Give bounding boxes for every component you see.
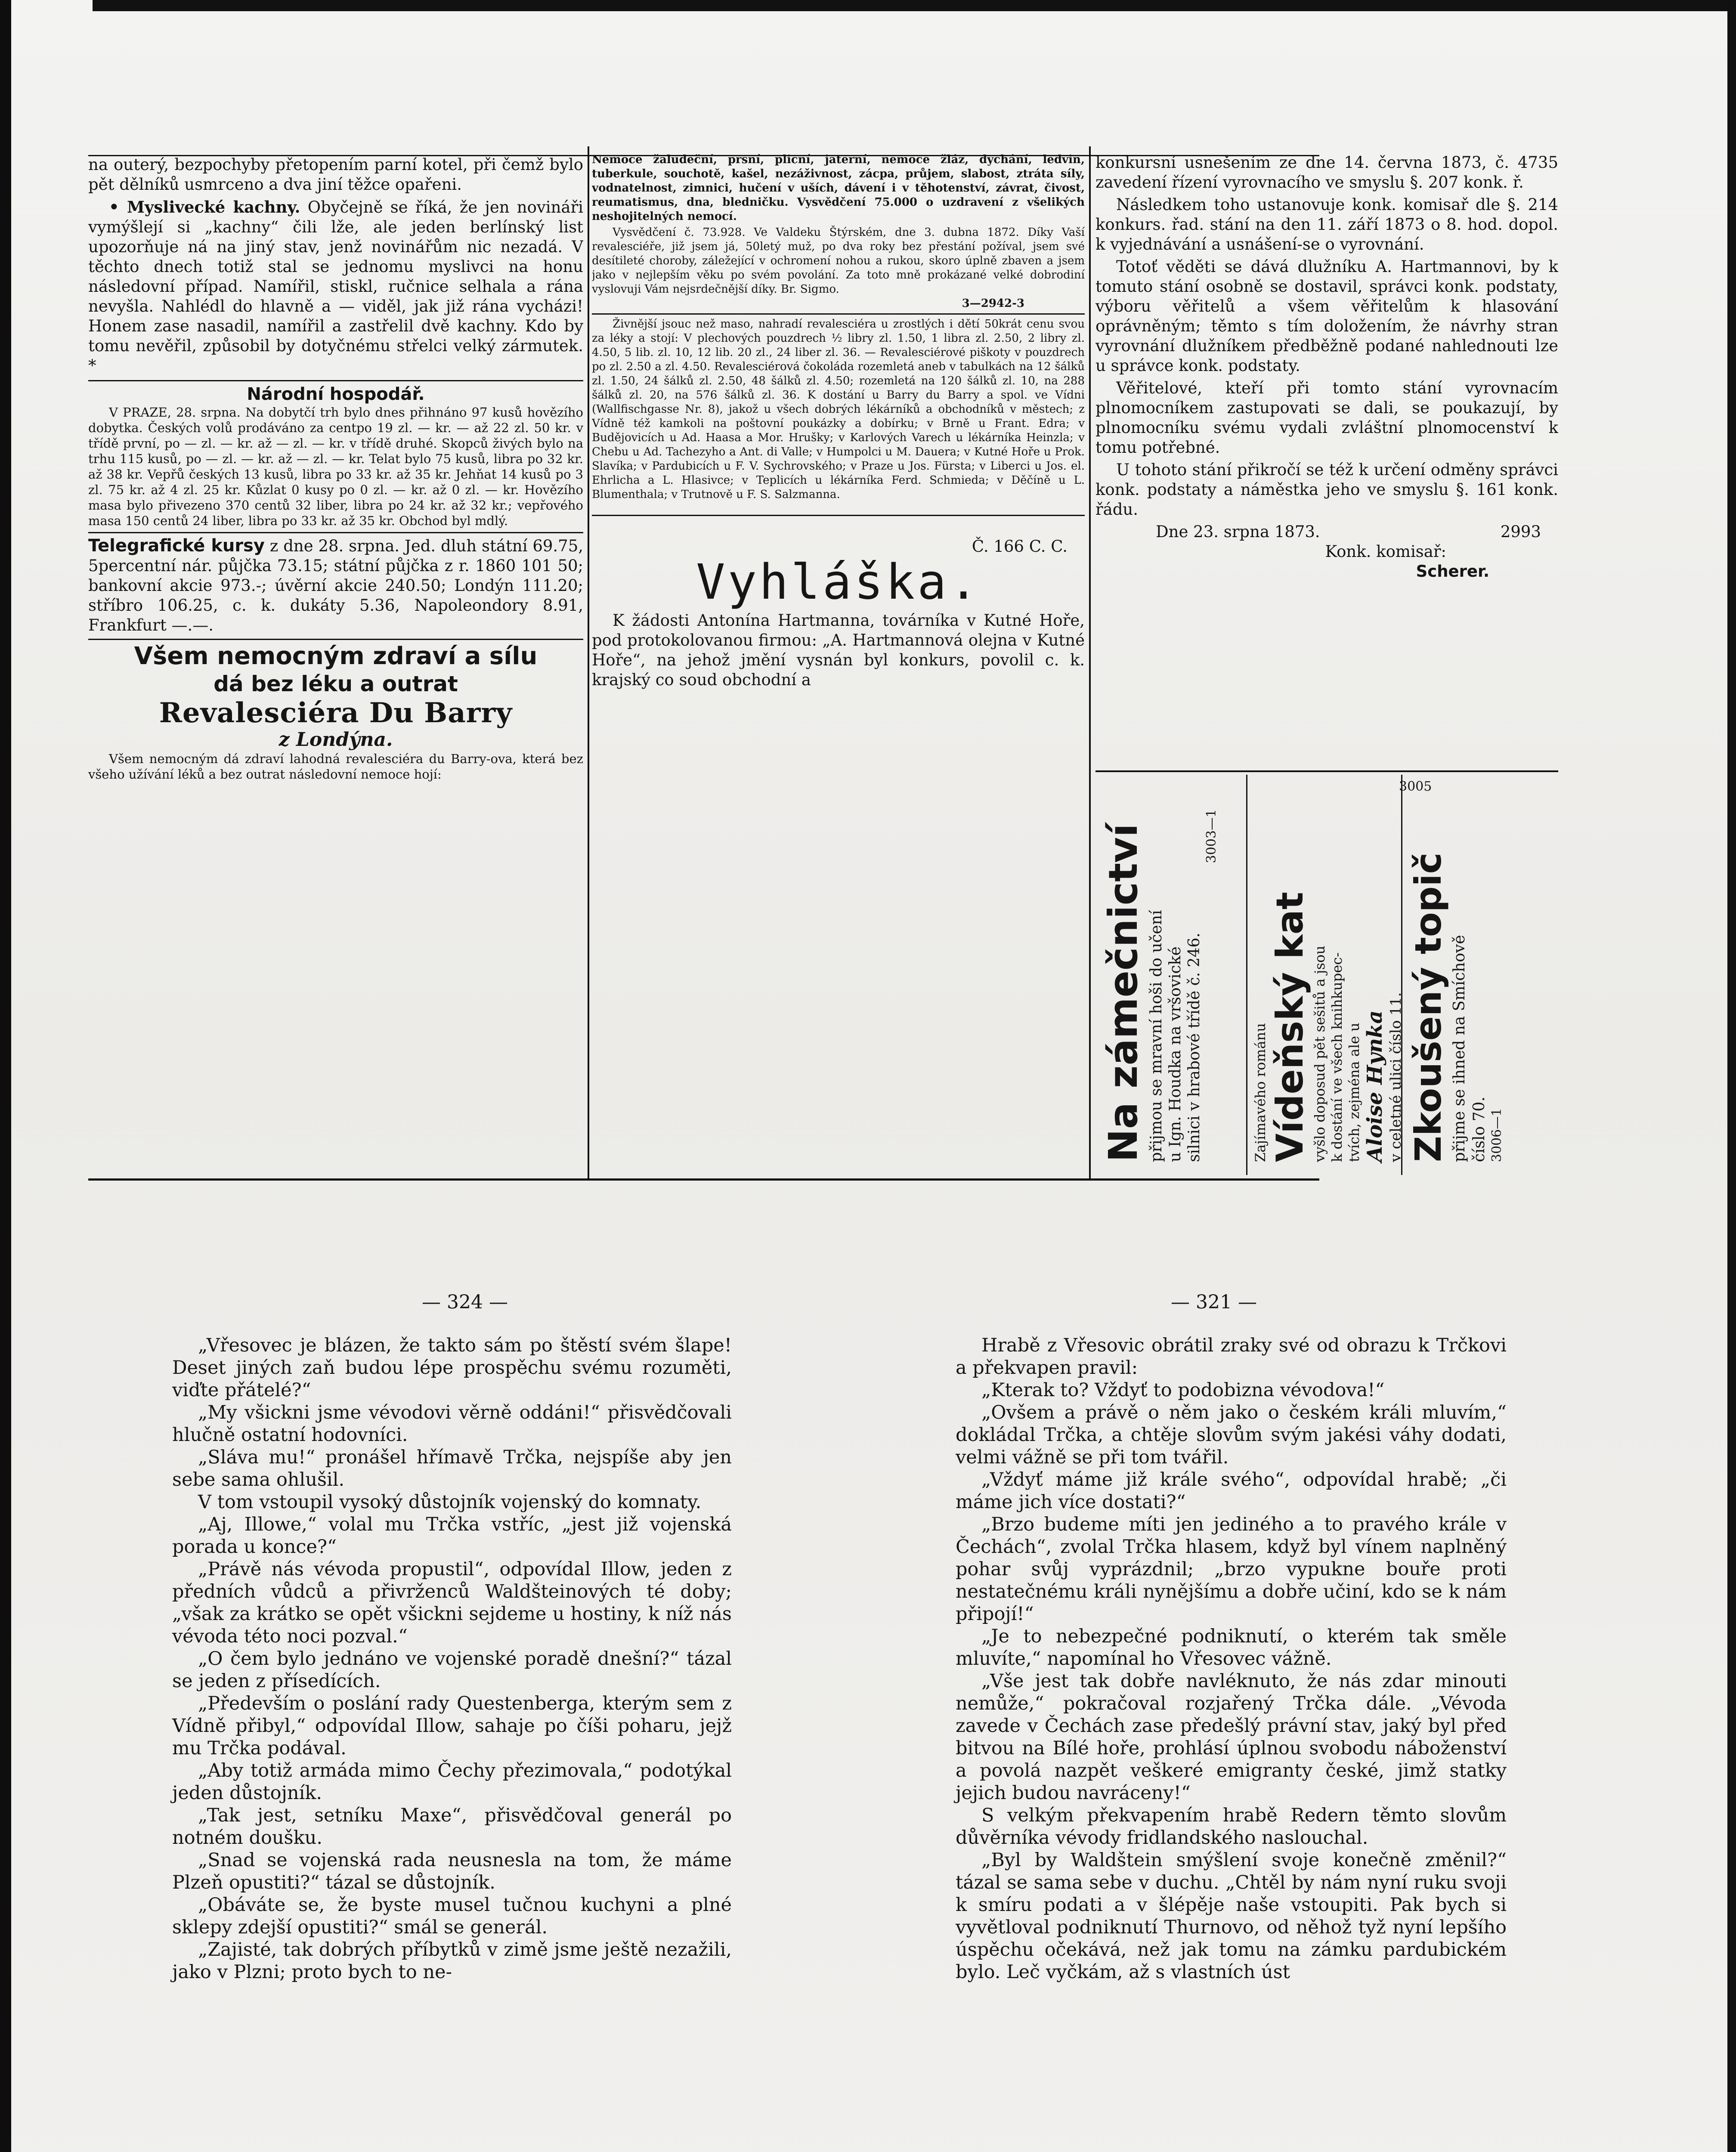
vertical-ad-line: vyšlo doposud pět sešitů a jsou <box>1312 945 1328 1162</box>
notice-continuation: konkursní usnešením ze dne 14. června 1873, č. 4735 zavedení řízení vyrovnacího ve smyslu §. 207 konk. ř. <box>1095 153 1558 192</box>
book-right-page <box>956 1334 1507 1983</box>
book-paragraph: „Vřesovec je blázen, že takto sám po štěstí svém šlape! Deset jiných zaň budou lépe prospěchu svému rozuměti, viďte přátelé?“ <box>172 1335 732 1401</box>
book-paragraph: „Brzo budeme míti jen jediného a to pravého krále v Čechách“, zvolal Trčka hlasem, když byl vínem naplněný pohar svůj vyprázdnil; „brzo vypukne bouře proti nestatečnému králi nynějšímu a dobře učiní, kdo se k nám připojí!“ <box>956 1514 1507 1625</box>
article-body: Obyčejně se říká, že jen novináři vymýšlejí si „kachny“ čili lže, ale jeden berlínský list upozorňuje ná na jiný stav, jenž novinářům nic nezadá. V těchto dnech totiž stal se jednomu myslivci na honu následovní případ. Namířil, stiskl, ručnice selhala a rána nevyšla. Nahlédl do hlavně a — viděl, jak již rána vycházi! Honem zase nasadil, namířil a zastřelil dvě kachny. Kdo by tomu nevěřil, způsobil by dotyčnému střelci velký zármutek. * <box>88 198 583 375</box>
vertical-ad-novel <box>1252 783 1405 1162</box>
column-rule-1 <box>588 146 589 1179</box>
vertical-ad-line: přijme se ihned na Smíchově <box>1451 935 1468 1162</box>
book-paragraph: „Snad se vojenská rada neusnesla na tom, že máme Plzeň opustiti?“ tázal se důstojník. <box>172 1849 732 1893</box>
section-divider <box>88 639 583 640</box>
vertical-ad-line: k dostání ve všech knihkupec- <box>1329 952 1345 1162</box>
exchange-heading: Telegrafické kursy <box>88 536 265 556</box>
ad-prices-and-stockists: Živnější jsouc než maso, nahradí revalesciéra u zrostlých i dětí 50krát cenu svou za léky a stojí: V plechových pouzdrech ½ libry zl. 1.50, 1 libra zl. 2.50, 2 libry zl. 4.50, 5 lib. zl. 10, 12 lib. 20 zl., 24 liber zl. 36. — Revalesciérové piškoty v pouzdrech po zl. 2.50 a zl. 4.50. Revalesciérová čokoláda rozemletá aneb v tabulkách na 12 šálků zl. 1.50, 24 šálků zl. 2.50, 48 šálků zl. 4.50; rozemletá na 120 šálků zl. 10, na 288 šálků zl. 20, na 576 šálků zl. 36. K dostání u Barry du Barry a spol. ve Vídni (Wallfischgasse Nr. 8), jakož u všech dobrých lékárníků a obchodníků v městech; z Vídně též kamkoli na poštovní poukázky a dobírku; v Brně u Frant. Edra; v Budějovicích u Ad. Haasa a Mor. Hrušky; v Karlových Varech u lékárníka Heinzla; v Chebu u Ad. Tachezyho a Ant. di Valle; v Humpolci u M. Dauera; v Kutné Hoře u Prok. Slavíka; v Pardubicích u F. V. Sychrovského; v Praze u Jos. Fürsta; v Liberci u Jos. el. Ehrlicha a L. Hlasivce; v Teplicích u lékárníka Ferd. Schmieda; v Děčíně u L. Blumenthala; v Trutnově u F. S. Salzmanna. <box>592 318 1085 501</box>
notice-paragraph-2: Následkem toho ustanovuje konk. komisař dle §. 214 konkurs. řad. stání na den 11. září 1873 o 8. hod. dopol. k vyjednávání a usnášení-se o vyrovnání. <box>1095 195 1558 254</box>
right-page-number: — 321 — <box>1171 1291 1257 1313</box>
notice-paragraph-3: Totoť věděti se dává dlužníku A. Hartmannovi, by k tomuto stání osobně se dostavil, správci konk. podstaty, výboru věřitelů a všem věřitelům k hlasování oprávněným; těmto s tím doložením, že návrhy stran vyrovnání dlužníkem předběžně podané nahlednouti lze u správce konk. podstaty. <box>1095 257 1558 375</box>
book-paragraph: „Právě nás vévoda propustil“, odpovídal Illow, jeden z předních vůdců a přivrženců Waldšteinových té doby; „však za krátko se opět všickni sejdeme u hostiny, k níž nás vévoda této noci pozval.“ <box>172 1558 732 1647</box>
book-paragraph: „Byl by Waldštein smýšlení svoje konečně změnil?“ tázal se sama sebe v duchu. „Chtěl by nám nyní ruku svoji k smíru podati a v šlépěje naše vstoupiti. Pak bych si vyvětloval podniknutí Thurnovo, od něhož tyž nyní lepšího úspěchu očekává, než jak tomu na zámku pardubickém bylo. Leč vyčkám, až s vlastních úst <box>956 1849 1507 1983</box>
vertical-ad-line: silnici v hrabové třídě č. 246. <box>1185 933 1203 1162</box>
notice-number: Č. 166 C. C. <box>972 537 1068 556</box>
scan-border-left <box>0 0 11 2152</box>
book-paragraph: „Aby totiž armáda mimo Čechy přezimovala,“ podotýkal jeden důstojník. <box>172 1760 732 1804</box>
vertical-ad-locksmith <box>1100 783 1219 1162</box>
vertical-ad-ref-2: 3005 <box>1399 779 1432 794</box>
vertical-ad-line: přijmou se mravní hoši do učení <box>1148 910 1165 1162</box>
notice-paragraph-4: Věřitelové, kteří při tomto stání vyrovnacím plnomocníkem zastupovati se dali, se poukazují, by plnomocníku svému vydali zvláštní plnomocenství k tomu potřebné. <box>1095 379 1558 457</box>
book-paragraph: „Ovšem a právě o něm jako o českém králi mluvím,“ dokládal Trčka, a chtěje slovům svým jakési váhy dodati, velmi vážně se při tom tvářil. <box>956 1402 1507 1468</box>
ad-illness-list: Nemoce žaludeční, prsní, plicní, jaterní, nemoce žláz, dychání, ledvin, tuberkule, souchotě, kašel, nezáživnost, zácpa, průjem, slabost, ztráta síly, vodnatelnost, zimnici, hučení v uších, dávení i v těhotenství, závrat, čivost, reumatismus, dna, bledničku. Vysvědčení 75.000 o uzdravení z všelikých neshojitelných nemocí. <box>592 153 1085 223</box>
notice-signer-title: Konk. komisař: <box>1325 542 1446 561</box>
book-paragraph: „Aj, Illowe,“ volal mu Trčka vstříc, „jest již vojenská porada u konce?“ <box>172 1514 732 1558</box>
book-paragraph: „Sláva mu!“ pronášel hřímavě Trčka, nejspíše aby jen sebe sama ohlušil. <box>172 1447 732 1490</box>
scan-border-right <box>1727 0 1736 2152</box>
book-paragraph: „My všickni jsme vévodovi věrně oddáni!“ přisvědčovali hlučně ostatní hodovníci. <box>172 1402 732 1446</box>
vertical-ad-stoker <box>1407 783 1505 1162</box>
book-paragraph: Hrabě z Vřesovic obrátil zraky své od obrazu k Trčkovi a překvapen pravil: <box>956 1335 1507 1379</box>
column-rule-2 <box>1089 146 1091 1179</box>
exchange-text: z dne 28. srpna. Jed. dluh státní 69.75, 5percentní nár. půjčka 73.15; státní půjčka z r. 1860 101 50; bankovní akcie 973.-; úvěrní akcie 240.50; Londýn 111.20; stříbro 106.25, c. k. dukáty 5.36, Napoleondory 8.91, Frankfurt —.—. <box>88 537 583 634</box>
vertical-ad-line: u Ign. Houdka na vršovické <box>1167 946 1184 1162</box>
ad-headline-brand: Revalesciéra Du Barry <box>159 697 513 729</box>
vertical-ad-name: Aloise Hynka <box>1363 1010 1387 1162</box>
book-paragraph: „Tak jest, setníku Maxe“, přisvědčoval generál po notném doušku. <box>172 1805 732 1849</box>
news-middle-column <box>592 153 1085 1177</box>
left-page-number: — 324 — <box>422 1291 508 1313</box>
market-report: V PRAZE, 28. srpna. Na dobytčí trh bylo dnes přihnáno 97 kusů hovězího dobytka. Českých volů prodáváno za centpo 19 zl. — kr. — až 22 zl. 50 kr. v třídě první, po — zl. — kr. až — zl. — kr. v třídě druhé. Skopců živých bylo na trhu 115 kusů, po — zl. — kr. až — zl. — kr. Telat bylo 75 kusů, libra po 32 kr. až 38 kr. Vepřů českých 13 kusů, libra po 33 kr. až 35 kr. Jehňat 14 kusů po 3 zl. 75 kr. až 4 zl. 25 kr. Kůzlat 0 kusy po 0 zl. — kr. až 0 zl. — kr. Hovězího masa bylo přivezeno 370 centů 32 liber, libra po 24 kr. až 32 kr.; vepřového masa 150 centů 24 liber, libra po 33 kr. až 35 kr. Obchod byl mdlý. <box>88 405 583 528</box>
news-left-column <box>88 155 583 1175</box>
book-paragraph: „Je to nebezpečné podniknutí, o kterém tak směle mluvíte,“ napomínal ho Vřesovec vážně. <box>956 1626 1507 1670</box>
myslivecke-kachny-article <box>88 197 583 376</box>
notice-title: Vyhláška. <box>696 554 981 610</box>
section-divider <box>88 532 583 533</box>
vertical-ad-title: Vídeňský kat <box>1269 892 1312 1162</box>
book-paragraph: „O čem bylo jednáno ve vojenské poradě dnešní?“ tázal se jeden z přísedících. <box>172 1648 732 1692</box>
book-paragraph: S velkým překvapením hrabě Redern těmto slovům důvěrníka vévody fridlandského naslouchal. <box>956 1805 1507 1849</box>
vertical-ad-line: Zajímavého románu <box>1252 1023 1269 1162</box>
book-left-page <box>172 1334 732 1983</box>
book-paragraph: „Především o poslání rady Questenberga, kterým sem z Vídně přibyl,“ odpovídal Illow, sahaje po číši poharu, jejž mu Trčka podával. <box>172 1693 732 1759</box>
book-paragraph: „Kterak to? Vždyť to podobizna vévodova!“ <box>981 1379 1385 1401</box>
ad-headline-2: dá bez léku a outrat <box>214 671 458 696</box>
book-paragraph: „Zajisté, tak dobrých příbytků v zimě jsme ještě nezažili, jako v Plzni; proto bych to ne- <box>172 1939 732 1983</box>
section-divider <box>88 380 583 381</box>
vertical-ad-title: Zkoušený topič <box>1407 852 1449 1162</box>
newspaper-bottom-rule <box>88 1178 1319 1181</box>
section-divider <box>592 313 1085 315</box>
news-intro: na outerý, bezpochyby přetopením parní kotel, při čemž bylo pět dělníků usmrceno a dva jiní těžce opařeni. <box>88 155 583 194</box>
notice-paragraph-5: U tohoto stání přikročí se též k určení odměny správci konk. podstaty a náměstka jeho ve smyslu §. 161 konk. řádu. <box>1095 461 1558 519</box>
vertical-ads-top-rule <box>1095 770 1558 772</box>
book-paragraph: „Vše jest tak dobře navléknuto, že nás zdar minouti nemůže,“ pokračoval rozjařený Trčka dále. „Vévoda zavede v Čechách zase předešlý právní stav, jaký byl před bitvou na Bílé hoře, prohlásí úplnou svobodu náboženství a povolá nazpět veškeré emigranty české, jimž statky jejich budou navráceny!“ <box>956 1670 1507 1804</box>
notice-body: K žádosti Antonína Hartmanna, továrníka v Kutné Hoře, pod protokolovanou firmou: „A. Hartmannová olejna v Kutné Hoře“, na jehož jmění vysnán byl konkurs, povolil c. k. krajský co soud obchodní a <box>592 611 1085 689</box>
notice-date-row <box>1095 522 1558 542</box>
exchange-rates <box>88 536 583 635</box>
section-divider <box>592 515 1085 516</box>
article-title: • Myslivecké kachny. <box>109 198 300 216</box>
book-paragraph: „Vždyť máme již krále svého“, odpovídal hrabě; „či máme jich více dostati?“ <box>956 1469 1507 1513</box>
notice-signer-name: Scherer. <box>1416 562 1489 581</box>
vertical-ad-address: v celetné ulici číslo 11. <box>1387 992 1405 1162</box>
vertical-ad-ref: 3006—1 <box>1489 1108 1504 1162</box>
book-paragraph: „Obáváte se, že byste musel tučnou kuchyni a plné sklepy zdejší opustiti?“ smál se generál. <box>172 1894 732 1938</box>
vertical-ad-ref: 3003—1 <box>1204 809 1219 863</box>
vertical-ad-title: Na zámečnictví <box>1100 823 1146 1162</box>
narodni-hospodar-heading: Národní hospodář. <box>247 384 425 404</box>
notice-date: Dne 23. srpna 1873. <box>1156 523 1320 541</box>
vertical-ad-line: tvích, zejména ale u <box>1346 1023 1362 1162</box>
vertical-ad-line: číslo 70. <box>1470 1096 1488 1162</box>
ad-headline-origin: z Londýna. <box>279 729 393 751</box>
notice-ref: 2993 <box>1500 523 1541 541</box>
book-paragraph: V tom vstoupil vysoký důstojník vojenský do komnaty. <box>198 1491 702 1513</box>
ad-body: Všem nemocným dá zdraví lahodná revalesciéra du Barry-ova, která bez všeho užívání léků a bez outrat následovní nemoce hojí: <box>88 751 583 782</box>
ad-certificate: Vysvědčení č. 73.928. Ve Valdeku Štýrském, dne 3. dubna 1872. Díky Vaší revalesciéře, již jsem já, 50letý muž, po dva roky bez přestání požíval, jsem své desítileté choroby, záležející v ochromení nohou a rukou, skoro úplně zbaven a jsem jako v nejlepším věku po svém povolání. Za toto mně prokázané velké dobrodiní vyslovuji Vám nejsrdečnější díky. Br. Sigmo. <box>592 226 1085 296</box>
vertical-ads-rule-1 <box>1246 775 1247 1175</box>
ad-headline-1: Všem nemocným zdraví a sílu <box>134 642 538 670</box>
ad-certificate-ref: 3—2942-3 <box>962 297 1024 310</box>
news-right-column <box>1095 153 1558 764</box>
scan-border-top <box>93 0 1736 11</box>
